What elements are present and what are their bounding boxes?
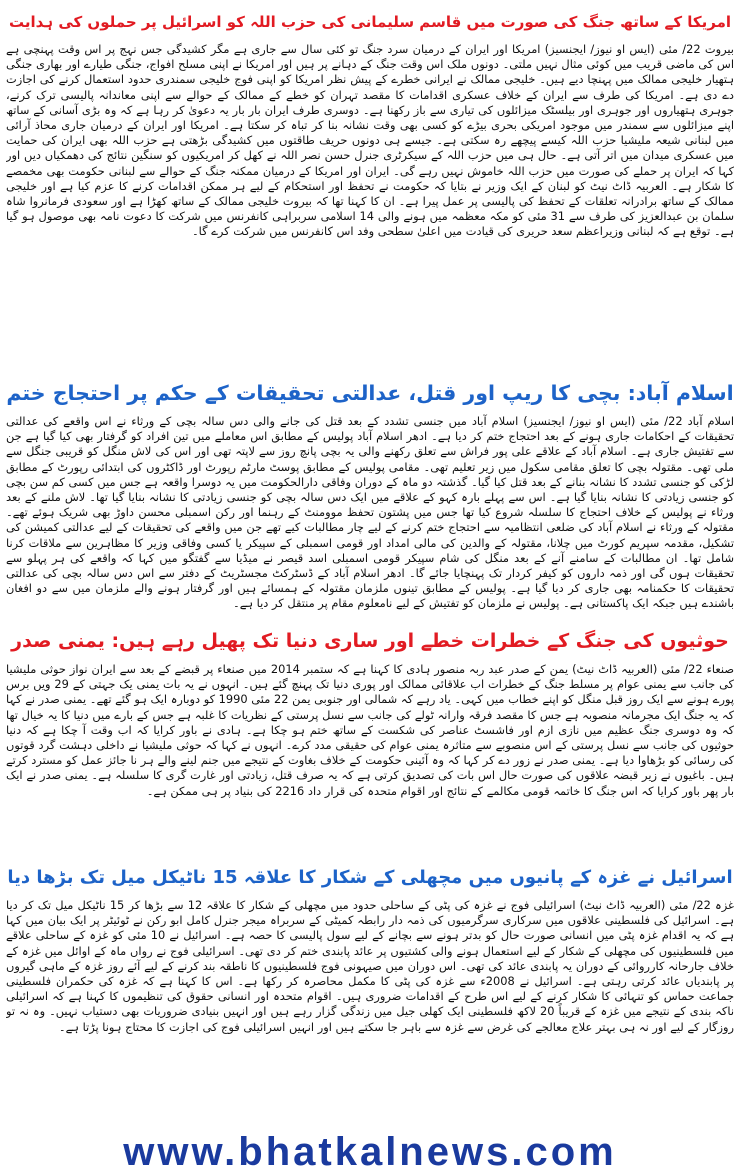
- article-2: [6, 414, 734, 622]
- article-3-body: صنعاء 22/ مئی (العربیہ ڈاٹ نیٹ) یمن کے صدر عبد ربہ منصور ہادی کا کہنا ہے کہ ستمبر 2014 میں صنعاء پر قبضے کے بعد سے ایران نواز حوثی ملیشیا کی جانب سے یمنی عوام پر مسلط جنگ کے خطرات اب علاقائی ممالک اور پوری دنیا تک پہنچ گئے ہیں۔ انہوں نے یہ بات یمنی یک جہتی کے 29 ویں برس پورے ہونے سے ایک روز قبل منگل کو اپنے خطاب میں کہی۔ یاد رہے کہ شمالی اور جنوبی یمن 22 مئی 1990 کو دوبارہ ایک ہو گئے تھے۔ یمنی صدر نے کہا کہ یہ جنگ ایک مجرمانہ منصوبہ ہے جس کا مقصد فرقہ وارانہ ٹولے کی جانب سے نسل پرستی کے نظریات کا غلبہ ہے جس کے بارے میں دنیا کا یہ خیال تھا کہ وہ دوسری جنگ عظیم میں نازی ازم اور فاشسٹ عناصر کی شکست کے ساتھ ختم ہو چکا ہے۔ ہادی نے باور کرایا کہ اب وقت آ چکا ہے کہ دنیا حوثیوں کی جانب سے نسل پرستی کے اس منصوبے سے متاثرہ یمنی عوام کی حقیقی مدد کرے۔ انہوں نے کہا کہ حوثی ملیشیا نے داخلی دہشت گرد قوتوں کی رسائی کو بڑھاوا دیا ہے۔ یمنی صدر نے زور دے کر کہا کہ وہ آئینی حکومت کے خلاف بغاوت کے نتیجے میں جنم لینے والے ہر نا جائز عمل کو مسترد کرتے ہیں۔ باغیوں نے زیر قبضہ علاقوں کی صورت حال اس بات کی تصدیق کرتی ہے کہ یہ صرف قتل، زیادتی اور غارت گری کا سلسلہ ہے۔ یمنی صدر نے ایک بار پھر باور کرایا کہ اس جنگ کا خاتمہ قومی مکالمے کے نتائج اور اقوام متحدہ کی قرار داد 2216 کی بنیاد پر ہی ممکن ہے۔: [6, 662, 734, 798]
- article-4-body: غزہ 22/ مئی (العربیہ ڈاٹ نیٹ) اسرائیلی فوج نے غزہ کی پٹی کے ساحلی حدود میں مچھلی کے شکار کا علاقہ 12 سے بڑھا کر 15 ناٹیکل میل تک کر دیا ہے۔ اسرائیل کی فلسطینی علاقوں میں سرکاری سرگرمیوں کی ذمہ دار رابطہ کمیٹی کے سربراہ میجر جنرل کامل ابو رکن نے ٹوئیٹر پر ایک بیان میں کہا ہے کہ یہ اقدام غزہ پٹی میں انسانی صورت حال کو بدتر ہونے سے بچانے کے لیے سول پالیسی کا حصہ ہے۔ اسرائیل نے 10 مئی کو غزہ کے ساحلی علاقے میں فلسطینیوں کی مچھلی کے شکار کے لیے استعمال ہونے والی کشتیوں پر عائد پابندی ختم کر دی تھی۔ اسرائیلی فوج نے رواں ماہ کے اوائل میں غزہ کے خلاف جارحانہ کارروائی کے دوران یہ پابندی عائد کی تھی۔ اس دوران میں صیہونی فوج فلسطینیوں کا ناطقہ بند کرنے کے لیے آئے روز غزہ کے ماہی گیروں پر پابندیاں عائد کرتی رہتی ہے۔ اسرائیل نے 2008ء سے غزہ کی پٹی کا مکمل محاصرہ کر رکھا ہے۔ اس کا کہنا ہے کہ غزہ کی حکمران فلسطینی جماعت حماس کو تنہائی کا شکار کرنے کے لیے اس طرح کے اقدامات ضروری ہیں۔ اقوام متحدہ اور انسانی حقوق کی تنظیموں کا کہنا ہے کہ اسرائیلی ناکہ بندی کے نتیجے میں غزہ کے قریباً 20 لاکھ فلسطینی ایک کھلی جیل میں زندگی گزار رہے ہیں اور انہیں بنیادی ضروریات بھی دستیاب نہیں۔ وہ نہ تو روزگار کے لیے اور نہ ہی بہتر علاج معالجے کی غرض سے غزہ سے باہر جا سکتے ہیں اور انہیں اسرائیلی فوج کی اجازت کا محتاج ہونا پڑتا ہے۔: [6, 898, 734, 1034]
- article-4: [6, 898, 734, 1124]
- article-4-headline: اسرائیل نے غزہ کے پانیوں میں مچھلی کے شکار کا علاقہ 15 ناٹیکل میل تک بڑھا دیا: [7, 867, 733, 888]
- site-url-link[interactable]: www.bhatkalnews.com: [123, 1130, 617, 1174]
- article-3: [6, 662, 734, 858]
- article-1-body: بیروت 22/ مئی (ایس او نیوز/ ایجنسیز) امریکا اور ایران کے درمیان سرد جنگ تو کئی سال سے جاری ہے مگر کشیدگی جس نہج پر اس وقت پہنچی ہے اس کی ماضی قریب میں کوئی مثال نہیں ملتی۔ دونوں ملک اس وقت جنگ کے دہانے پر ہیں اور امریکا نے اپنی مسلح افواج، جنگی طیارے اور بھاری جنگی ہتھیار خلیجی ممالک میں پہنچا دیے ہیں۔ خلیجی ممالک نے ایرانی خطرے کے پیش نظر امریکا کو اپنی فوج خلیجی سمندری حدود استعمال کرنے کی اجازت دے دی ہے۔ امریکا کی طرف سے ایران کے خلاف عسکری اقدامات کا مقصد تہران کو خطے کے ممالک کے حوالے سے اپنی معاندانہ پالیسی ترک کرنے، جوہری ہتھیاروں اور جوہری اور بیلسٹک میزائلوں کی تیاری سے باز رکھنا ہے۔ دوسری طرف ایران بار بار یہ دعویٰ کر رہا ہے کہ وہ بڑی آسانی کے ساتھ اپنے میزائلوں سے سمندر میں موجود امریکی بحری بیڑے کو کسی بھی وقت نشانہ بنا کر تباہ کر سکتا ہے۔ امریکا اور ایران کے درمیان جاری محاذ آرائی میں لبنانی شیعہ ملیشیا حزب اللہ کیسے پیچھے رہ سکتی ہے۔ جیسے ہی دونوں حریف طاقتوں میں کشیدگی بڑھتی ہے حزب اللہ بھی ایران کی حمایت میں عسکری میدان میں اتر آتی ہے۔ حال ہی میں حزب اللہ کے سیکرٹری جنرل حسن نصر اللہ نے کھل کر امریکیوں کو سنگین نتائج کی دھمکیاں دیں اور کہا کہ ایران پر حملے کی صورت میں حزب اللہ خاموش نہیں رہے گی۔ ایران اور امریکا کے درمیان ممکنہ جنگ کے حوالے سے لبنانی حکومت بھی مخمصے کا شکار ہے۔ العربیہ ڈاٹ نیٹ کو لبنان کے ایک وزیر نے بتایا کہ حکومت نے تحفظ اور استحکام کے لیے ہر ممکن اقدامات کرنے کا عزم کیا ہے اور خلیجی ممالک کے ساتھ برادرانہ تعلقات کے تحفظ کی پالیسی پر عمل پیرا ہے۔ ان کا کہنا تھا کہ بیروت خلیجی ممالک کے ساتھ کھڑا ہے اور سعودی فرمانروا شاہ سلمان بن عبدالعزیز کی طرف سے 31 مئی کو مکہ معظمہ میں ہونے والی 14 اسلامی سربراہی کانفرنس میں شرکت کا دعوت نامہ بھی موصول ہو گیا ہے۔ توقع ہے کہ لبنانی وزیراعظم سعد حریری کی قیادت میں اعلیٰ سطحی وفد اس کانفرنس میں شرکت کرے گا۔: [6, 42, 734, 239]
- article-3-headline: حوثیوں کی جنگ کے خطرات خطے اور ساری دنیا تک پھیل رہے ہیں: یمنی صدر: [11, 630, 729, 652]
- article-2-body: اسلام آباد 22/ مئی (ایس او نیوز/ ایجنسیز) اسلام آباد میں جنسی تشدد کے بعد قتل کی جانے والی دس سالہ بچی کے ورثاء نے اس واقعے کی عدالتی تحقیقات کے احکامات جاری ہونے کے بعد احتجاج ختم کر دیا ہے۔ ادھر اسلام آباد پولیس کے مطابق اس معاملے میں تین افراد کو گرفتار بھی کیا گیا ہے جن سے تفتیش جاری ہے۔ اسلام آباد کے علاقے علی پور فراش سے تعلق رکھنے والی یہ بچی پانچ روز سے لاپتہ تھی اور اس کی لاش منگل کو قریبی جنگل سے ملی تھی۔ مقتولہ بچی کا تعلق مقامی سکول میں زیر تعلیم تھی۔ مقامی پولیس کے مطابق پوسٹ مارٹم رپورٹ اور ڈاکٹروں کی ابتدائی رپورٹ کے مطابق لڑکی کو جنسی تشدد کا نشانہ بنانے کے بعد قتل کیا گیا۔ گذشتہ دو ماہ کے دوران وفاقی دارالحکومت میں یہ دوسرا واقعہ ہے جس میں کسی کم سن بچی کو جنسی زیادتی کا نشانہ بنایا گیا ہے۔ اس سے پہلے بارہ کہو کے علاقے میں ایک دس سالہ بچی کو جنسی زیادتی کا نشانہ بنایا گیا تھا۔ لاش ملنے کے بعد ورثاء نے پولیس کے خلاف احتجاج کا سلسلہ شروع کیا تھا جس میں پشتون تحفظ موومنٹ کے رہنما اور رکن اسمبلی محسن داوڑ بھی شریک ہوئے تھے۔ مقتولہ کے ورثاء نے اسلام آباد کی ضلعی انتظامیہ سے احتجاج ختم کرنے کے لیے چار مطالبات کیے تھے جن میں واقعے کی تحقیقات کے لیے عدالتی کمیشن کی تشکیل، مقدمہ سپریم کورٹ میں چلانا، مقتولہ کے والدین کی مالی امداد اور قومی اسمبلی کے سپیکر یا کسی وفاقی وزیر کا مظاہرین سے ملاقات کرنا شامل تھا۔ ان مطالبات کے سامنے آنے کے بعد منگل کی شام سپیکر قومی اسمبلی اسد قیصر نے میڈیا سے گفتگو میں کہا کہ واقعے کی ہر پہلو سے تحقیقات ہوں گی اور ذمہ داروں کو کیفر کردار تک پہنچایا جائے گا۔ ادھر اسلام آباد کے ڈسٹرکٹ مجسٹریٹ کے دفتر سے اس دس سالہ بچی کی عدالتی تحقیقات کا حکمنامہ بھی جاری کر دیا گیا ہے۔ پولیس کے مطابق تینوں ملزمان مقتولہ کے ہمسائے ہیں اور گرفتار ہونے والے ملزمان میں سے دو افغان باشندے ہیں جبکہ ایک پاکستانی ہے۔ پولیس نے ملزمان کو تفتیش کے لیے نامعلوم مقام پر منتقل کر دیا ہے۔: [6, 414, 734, 611]
- article-2-headline: اسلام آباد: بچی کا ریپ اور قتل، عدالتی تحقیقات کے حکم پر احتجاج ختم: [6, 381, 734, 405]
- footer: [0, 1128, 740, 1176]
- article-1: [6, 42, 734, 370]
- article-1-headline: امریکا کے ساتھ جنگ کی صورت میں قاسم سلیمانی کی حزب اللہ کو اسرائیل پر حملوں کی ہدایت: [8, 13, 732, 31]
